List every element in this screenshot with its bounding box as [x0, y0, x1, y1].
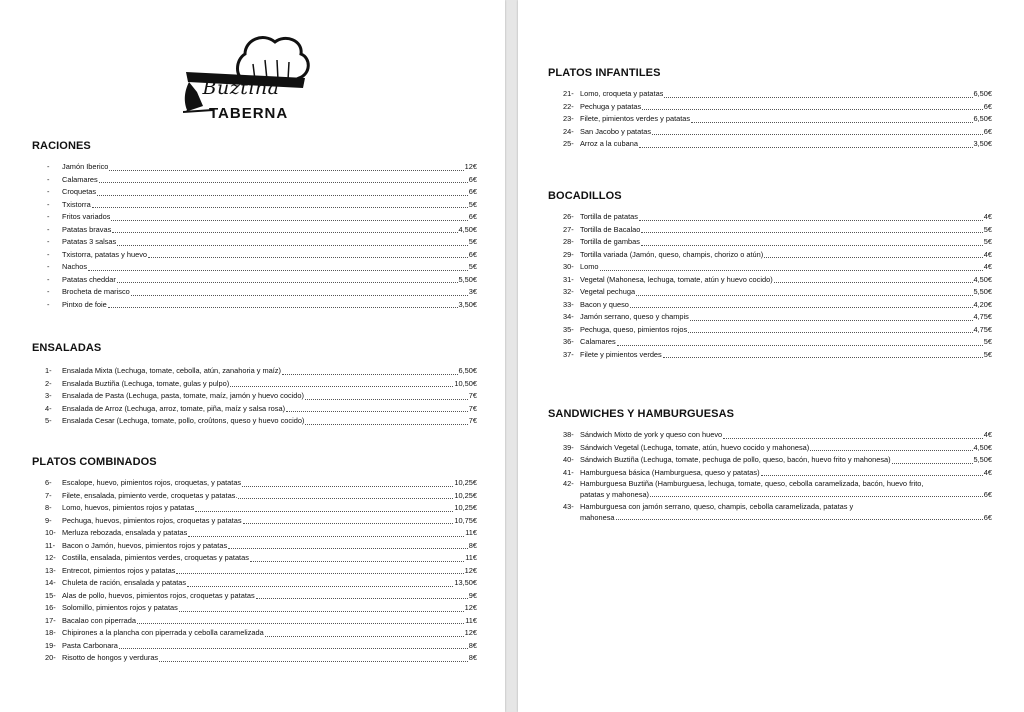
item-name: Lomo, croqueta y patatas [580, 89, 664, 98]
item-number: 24- [563, 126, 574, 136]
item-price: 6€ [983, 101, 992, 111]
leader-dots [650, 496, 983, 497]
sandwiches-section [548, 408, 992, 525]
item-price: 5€ [983, 237, 992, 246]
item-name: Merluza rebozada, ensalada y patatas [62, 528, 188, 537]
list-item [548, 479, 992, 502]
item-name: Patatas bravas [62, 224, 112, 234]
item-name: San Jacobo y patatas [580, 126, 652, 136]
item-name: Arroz a la cubana [580, 139, 638, 148]
item-name: Txistorra [62, 199, 91, 209]
item-number: 26- [563, 212, 574, 221]
item-name: Vegetal pechuga [580, 287, 636, 296]
leader-dots [652, 134, 983, 135]
item-number: 18- [45, 628, 56, 637]
item-name: Jamón serrano, queso y champis [580, 312, 689, 321]
section-title: SANDWICHES Y HAMBURGUESAS [548, 408, 735, 420]
item-price: 11€ [465, 528, 477, 537]
leader-dots [690, 320, 973, 321]
leader-dots [691, 122, 972, 123]
item-number: 25- [563, 139, 574, 148]
menu-page-left [0, 0, 505, 712]
list-item [32, 274, 477, 287]
item-number: 14- [45, 578, 56, 587]
list-item [548, 88, 992, 101]
item-name: Hamburguesa básica (Hamburguesa, queso y patatas) [580, 467, 760, 477]
item-price: 6€ [983, 126, 992, 136]
list-item [32, 490, 477, 503]
item-bullet: - [47, 174, 50, 184]
leader-dots [92, 207, 468, 208]
list-item [32, 577, 477, 590]
item-price: 4€ [983, 212, 992, 221]
list-item [32, 236, 477, 249]
leader-dots [600, 270, 983, 271]
list-item [548, 249, 992, 262]
item-price: 6€ [468, 212, 477, 221]
list-item [548, 126, 992, 139]
item-price: 4,75€ [973, 312, 992, 321]
leader-dots [243, 523, 454, 524]
item-name: Ensalada Cesar (Lechuga, tomate, pollo, croûtons, queso y huevo cocido) [62, 416, 305, 425]
leader-dots [109, 170, 463, 171]
item-price: 10,25€ [454, 478, 477, 487]
item-number: 39- [563, 442, 574, 452]
item-price: 5€ [983, 349, 992, 359]
list-item [32, 565, 477, 578]
list-item [32, 224, 477, 237]
item-name: Patatas 3 salsas [62, 237, 117, 246]
item-number: 1- [45, 366, 52, 375]
item-name: Sándwich Vegetal (Lechuga, tomate, atún, huevo cocido y mahonesa) [580, 442, 810, 452]
item-name: Ensalada Buztiña (Lechuga, tomate, gulas y pulpo) [62, 378, 230, 388]
item-price: 5€ [983, 337, 992, 346]
leader-dots [99, 182, 468, 183]
item-price: 6€ [983, 489, 992, 499]
leader-dots [764, 257, 983, 258]
leader-dots [641, 232, 982, 233]
list-item [32, 403, 477, 416]
item-name: Filete, ensalada, pimiento verde, croquetas y patatas. [62, 490, 238, 500]
item-name: Tortilla de gambas [580, 237, 640, 246]
item-price: 11€ [465, 553, 477, 562]
item-price: 6,50€ [458, 366, 477, 375]
list-item [32, 199, 477, 212]
leader-dots [250, 561, 464, 562]
section-title: RACIONES [32, 140, 91, 152]
item-price: 8€ [468, 640, 477, 650]
leader-dots [663, 357, 983, 358]
item-price: 6,50€ [973, 114, 992, 123]
item-name: Tortilla variada (Jamón, queso, champis, chorizo o atún) [580, 249, 764, 259]
list-item [32, 652, 477, 665]
item-number: 13- [45, 565, 56, 575]
item-bullet: - [47, 274, 50, 284]
item-price: 4€ [983, 249, 992, 259]
platos-infantiles-section [548, 67, 992, 151]
item-price: 7€ [468, 403, 477, 413]
item-name: Pechuga, queso, pimientos rojos [580, 324, 688, 334]
leader-dots [148, 257, 468, 258]
list-item [548, 236, 992, 249]
logo-script-text: Buztiña [202, 77, 280, 99]
list-item [32, 477, 477, 490]
leader-dots [265, 636, 464, 637]
item-number: 40- [563, 455, 574, 464]
item-price: 4,20€ [973, 299, 992, 309]
item-price: 12€ [464, 628, 477, 637]
item-name: Tortilla de Bacalao [580, 224, 641, 234]
list-item [548, 454, 992, 467]
leader-dots [112, 232, 457, 233]
item-price: 5€ [468, 262, 477, 271]
item-name: Risotto de hongos y verduras [62, 653, 159, 662]
section-title: ENSALADAS [32, 342, 102, 354]
leader-dots [305, 424, 467, 425]
item-name: Tortilla de patatas [580, 212, 638, 221]
leader-dots [688, 332, 972, 333]
item-name: Patatas cheddar [62, 274, 116, 284]
item-name-continued: patatas y mahonesa) [580, 489, 650, 499]
item-number: 35- [563, 324, 574, 334]
item-bullet: - [47, 224, 50, 234]
item-bullet: - [47, 287, 50, 296]
leader-dots [187, 586, 453, 587]
leader-dots [636, 295, 972, 296]
list-item [548, 274, 992, 287]
raciones-section [32, 140, 477, 311]
item-bullet: - [47, 299, 50, 309]
item-number: 5- [45, 416, 52, 425]
list-item [32, 299, 477, 312]
item-number: 15- [45, 590, 56, 600]
item-price: 5€ [468, 199, 477, 209]
list-item [32, 627, 477, 640]
item-bullet: - [47, 237, 50, 246]
leader-dots [810, 450, 972, 451]
list-item [548, 336, 992, 349]
list-item [32, 249, 477, 262]
list-item [32, 390, 477, 403]
item-number: 12- [45, 553, 56, 562]
item-price: 4€ [983, 430, 992, 439]
leader-dots [664, 97, 972, 98]
item-number: 3- [45, 391, 52, 400]
item-name: Filete, pimientos verdes y patatas [580, 114, 691, 123]
leader-dots [639, 220, 983, 221]
list-item [32, 286, 477, 299]
item-name: Bacon o Jamón, huevos, pimientos rojos y patatas [62, 540, 228, 550]
item-name: Calamares [580, 337, 616, 346]
item-price: 12€ [464, 603, 477, 612]
item-price: 4€ [983, 467, 992, 477]
list-item [32, 378, 477, 391]
leader-dots [892, 463, 973, 464]
leader-dots [159, 661, 468, 662]
item-price: 4€ [983, 262, 992, 271]
item-price: 10,50€ [454, 378, 477, 388]
leader-dots [242, 486, 453, 487]
item-price: 12€ [464, 162, 477, 171]
item-price: 8€ [468, 653, 477, 662]
list-item [32, 615, 477, 628]
leader-dots [188, 536, 464, 537]
list-item [32, 186, 477, 199]
list-item [32, 590, 477, 603]
item-name: Costilla, ensalada, pimientos verdes, croquetas y patatas [62, 553, 249, 562]
item-name: Chuleta de ración, ensalada y patatas [62, 578, 187, 587]
list-item [32, 602, 477, 615]
leader-dots [761, 475, 983, 476]
item-number: 8- [45, 503, 52, 512]
item-number: 42- [563, 479, 574, 488]
leader-dots [282, 374, 458, 375]
item-number: 38- [563, 430, 574, 439]
item-price: 5€ [983, 224, 992, 234]
item-number: 2- [45, 378, 52, 388]
item-price: 13,50€ [454, 578, 477, 587]
item-name: Croquetas [62, 187, 97, 196]
item-number: 7- [45, 490, 52, 500]
bocadillos-section [548, 190, 992, 361]
item-name: Ensalada de Arroz (Lechuga, arroz, tomate, piña, maíz y salsa rosa) [62, 403, 286, 413]
item-number: 37- [563, 349, 574, 359]
item-name: Pechuga, huevos, pimientos rojos, croquetas y patatas [62, 515, 242, 525]
item-price: 7€ [468, 391, 477, 400]
leader-dots [723, 438, 983, 439]
leader-dots [238, 498, 453, 499]
list-item [548, 349, 992, 362]
list-item [548, 211, 992, 224]
item-number: 43- [563, 502, 574, 511]
list-item [32, 540, 477, 553]
leader-dots [117, 282, 458, 283]
list-item [548, 429, 992, 442]
menu-page-right [518, 0, 1024, 712]
item-name: Sándwich Buztiña (Lechuga, tomate, pechuga de pollo, queso, bacón, huevo frito y mahonesa) [580, 455, 891, 464]
list-item [32, 640, 477, 653]
logo-subtitle: TABERNA [209, 105, 289, 122]
list-item [32, 502, 477, 515]
item-number: 30- [563, 262, 574, 271]
item-price: 5€ [468, 237, 477, 246]
item-number: 36- [563, 337, 574, 346]
item-price: 9€ [468, 590, 477, 600]
item-price: 3,50€ [973, 139, 992, 148]
item-number: 20- [45, 653, 56, 662]
item-name: Pechuga y patatas [580, 101, 642, 111]
leader-dots [616, 519, 983, 520]
list-item [32, 365, 477, 378]
item-name: Brocheta de marisco [62, 287, 130, 296]
list-item [32, 552, 477, 565]
leader-dots [137, 623, 464, 624]
item-name: Nachos [62, 262, 88, 271]
item-number: 34- [563, 312, 574, 321]
item-name: Fritos variados [62, 212, 111, 221]
item-number: 28- [563, 237, 574, 246]
item-number: 6- [45, 478, 52, 487]
item-name: Calamares [62, 174, 98, 184]
list-item [548, 324, 992, 337]
list-item [548, 101, 992, 114]
item-bullet: - [47, 262, 50, 271]
item-number: 27- [563, 224, 574, 234]
item-price: 6€ [468, 174, 477, 184]
item-name-continued: mahonesa [580, 512, 615, 522]
item-bullet: - [47, 187, 50, 196]
item-bullet: - [47, 162, 50, 171]
list-item [32, 515, 477, 528]
item-number: 21- [563, 89, 574, 98]
item-bullet: - [47, 199, 50, 209]
item-bullet: - [47, 212, 50, 221]
leader-dots [639, 147, 973, 148]
item-name: Vegetal (Mahonesa, lechuga, tomate, atún y huevo cocido) [580, 274, 773, 284]
list-item [32, 174, 477, 187]
list-item [548, 299, 992, 312]
item-name: Filete y pimientos verdes [580, 349, 662, 359]
list-item [32, 527, 477, 540]
list-item [548, 261, 992, 274]
section-title: BOCADILLOS [548, 190, 622, 202]
item-number: 11- [45, 540, 56, 550]
list-item [548, 286, 992, 299]
leader-dots [286, 411, 468, 412]
item-price: 6€ [983, 512, 992, 522]
list-item [32, 161, 477, 174]
leader-dots [108, 307, 458, 308]
leader-dots [642, 109, 983, 110]
item-name: Jamón Iberico [62, 162, 109, 171]
leader-dots [131, 295, 468, 296]
taberna-logo [183, 30, 313, 130]
item-price: 11€ [465, 615, 477, 625]
list-item [548, 224, 992, 237]
item-number: 19- [45, 640, 56, 650]
leader-dots [617, 345, 983, 346]
leader-dots [179, 611, 464, 612]
item-price: 10,25€ [454, 490, 477, 500]
leader-dots [230, 386, 453, 387]
item-name: Bacalao con piperrada [62, 615, 136, 625]
item-name: Sándwich Mixto de york y queso con huevo [580, 430, 723, 439]
item-price: 3,50€ [458, 299, 477, 309]
item-price: 6€ [468, 249, 477, 259]
item-price: 4,75€ [973, 324, 992, 334]
item-name: Entrecot, pimientos rojos y patatas [62, 565, 176, 575]
item-name: Alas de pollo, huevos, pimientos rojos, croquetas y patatas [62, 590, 255, 600]
item-number: 10- [45, 528, 56, 537]
item-price: 10,75€ [454, 515, 477, 525]
item-number: 16- [45, 603, 56, 612]
leader-dots [195, 511, 453, 512]
item-price: 4,50€ [458, 224, 477, 234]
leader-dots [256, 598, 468, 599]
section-title: PLATOS INFANTILES [548, 67, 661, 79]
item-number: 22- [563, 101, 574, 111]
list-item [32, 211, 477, 224]
item-price: 10,25€ [454, 503, 477, 512]
item-name: Ensalada de Pasta (Lechuga, pasta, tomate, maíz, jamón y huevo cocido) [62, 391, 304, 400]
item-name: Pasta Carbonara [62, 640, 118, 650]
item-number: 4- [45, 403, 52, 413]
item-price: 4,50€ [973, 442, 992, 452]
leader-dots [117, 245, 468, 246]
item-number: 23- [563, 114, 574, 123]
list-item [32, 261, 477, 274]
item-price: 3€ [468, 287, 477, 296]
item-price: 5,50€ [973, 455, 992, 464]
item-bullet: - [47, 249, 50, 259]
item-number: 41- [563, 467, 574, 477]
item-price: 6€ [468, 187, 477, 196]
item-price: 7€ [468, 416, 477, 425]
item-name: Hamburguesa con jamón serrano, queso, champis, cebolla caramelizada, patatas y [580, 502, 854, 511]
list-item [32, 415, 477, 428]
item-name: Hamburguesa Buztiña (Hamburguesa, lechuga, tomate, queso, cebolla caramelizada, bacón, huevo frito, [580, 479, 924, 488]
ensaladas-section [32, 342, 477, 428]
item-price: 5,50€ [458, 274, 477, 284]
section-title: PLATOS COMBINADOS [32, 456, 157, 468]
leader-dots [305, 399, 468, 400]
leader-dots [630, 307, 973, 308]
item-number: 29- [563, 249, 574, 259]
item-name: Escalope, huevo, pimientos rojos, croquetas, y patatas [62, 478, 242, 487]
leader-dots [111, 220, 467, 221]
item-name: Lomo, huevos, pimientos rojos y patatas [62, 503, 195, 512]
item-number: 9- [45, 515, 52, 525]
item-number: 32- [563, 287, 574, 296]
item-price: 4,50€ [973, 274, 992, 284]
item-number: 33- [563, 299, 574, 309]
item-name: Bacon y queso [580, 299, 629, 309]
list-item [548, 502, 992, 525]
item-number: 31- [563, 274, 574, 284]
item-number: 17- [45, 615, 56, 625]
item-name: Txistorra, patatas y huevo [62, 249, 148, 259]
item-name: Lomo [580, 262, 599, 271]
leader-dots [641, 245, 983, 246]
item-name: Solomillo, pimientos rojos y patatas [62, 603, 178, 612]
platos-combinados-section [32, 456, 477, 665]
leader-dots [97, 195, 468, 196]
item-price: 8€ [468, 540, 477, 550]
list-item [548, 442, 992, 455]
leader-dots [88, 270, 468, 271]
item-name: Pintxo de foie [62, 299, 107, 309]
list-item [548, 113, 992, 126]
leader-dots [228, 548, 468, 549]
leader-dots [774, 282, 973, 283]
list-item [548, 467, 992, 480]
list-item [548, 311, 992, 324]
item-name: Chipirones a la plancha con piperrada y cebolla caramelizada [62, 628, 264, 637]
item-price: 12€ [464, 565, 477, 575]
item-name: Ensalada Mixta (Lechuga, tomate, cebolla, atún, zanahoria y maíz) [62, 366, 281, 375]
item-price: 6,50€ [973, 89, 992, 98]
list-item [548, 138, 992, 151]
leader-dots [176, 573, 463, 574]
item-price: 5,50€ [973, 287, 992, 296]
leader-dots [119, 648, 468, 649]
